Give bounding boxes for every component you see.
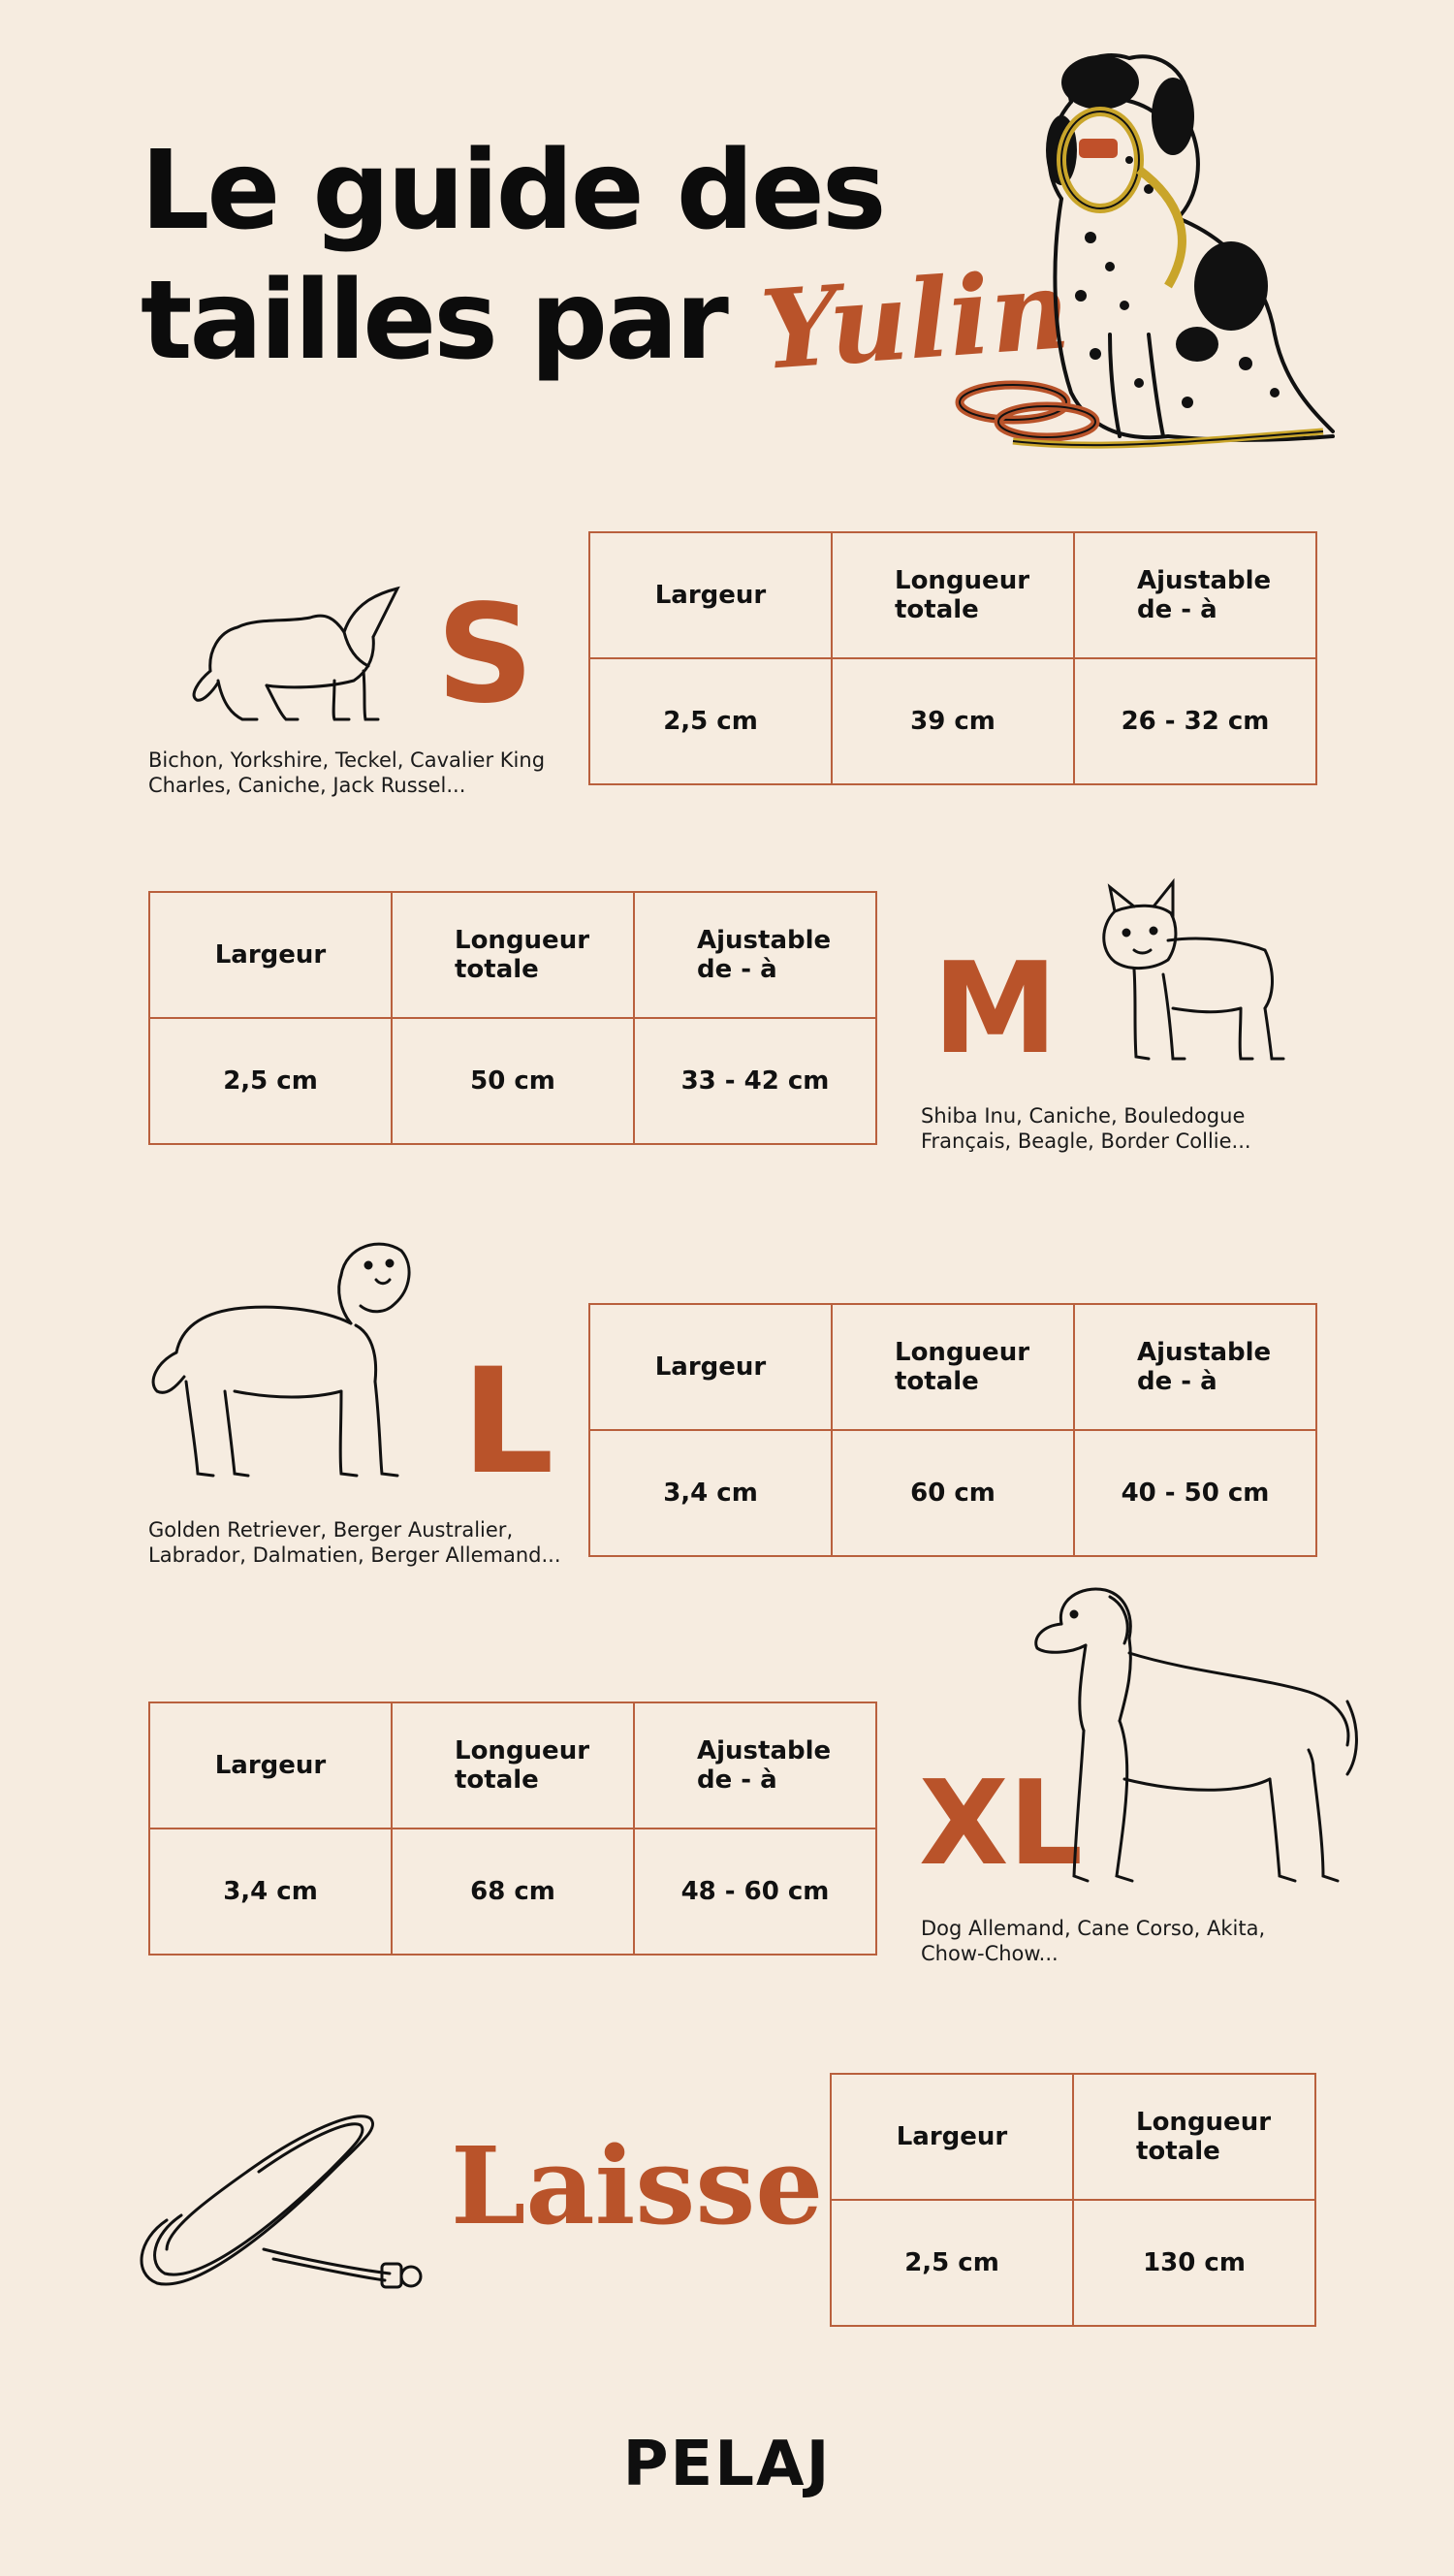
- cell-length: 130 cm: [1073, 2200, 1315, 2326]
- cell-width: 2,5 cm: [149, 1018, 392, 1144]
- table-header-row: [589, 1304, 1316, 1430]
- header-width: Largeur: [831, 2074, 1073, 2200]
- table-header-row: [589, 532, 1316, 658]
- page-title: [141, 126, 1074, 395]
- header-length: Longueur totale: [1073, 2074, 1315, 2200]
- table-row: [149, 1829, 876, 1955]
- cell-width: 3,4 cm: [149, 1829, 392, 1955]
- title-line-1: Le guide des: [141, 128, 884, 254]
- size-m-label: M: [932, 935, 1059, 1082]
- small-dog-illustration: [189, 574, 402, 729]
- leash-label: Laisse: [451, 2123, 824, 2248]
- cell-adjustable: 48 - 60 cm: [634, 1829, 876, 1955]
- header-width: Largeur: [149, 1702, 392, 1829]
- size-s-label: S: [436, 576, 534, 734]
- header-width: Largeur: [149, 892, 392, 1018]
- table-header-row: [149, 892, 876, 1018]
- cell-width: 2,5 cm: [831, 2200, 1073, 2326]
- golden-retriever-illustration: [147, 1236, 428, 1488]
- great-dane-illustration: [1027, 1585, 1362, 1905]
- header-adjustable: Ajustable de - à: [634, 892, 876, 1018]
- cell-width: 3,4 cm: [589, 1430, 832, 1556]
- size-l-label: L: [461, 1338, 554, 1507]
- size-xl-label: XL: [919, 1757, 1083, 1892]
- header-adjustable: Ajustable de - à: [1074, 532, 1316, 658]
- table-row: [589, 658, 1316, 784]
- cell-length: 39 cm: [832, 658, 1074, 784]
- size-xl-breeds: Dog Allemand, Cane Corso, Akita, Chow-Chow...: [921, 1917, 1266, 1965]
- header-width: Largeur: [589, 1304, 832, 1430]
- cell-length: 68 cm: [392, 1829, 634, 1955]
- size-l-breeds: Golden Retriever, Berger Australier, Labrador, Dalmatien, Berger Allemand...: [148, 1518, 561, 1567]
- cell-length: 60 cm: [832, 1430, 1074, 1556]
- size-xl-table: [148, 1701, 877, 1956]
- header-adjustable: Ajustable de - à: [1074, 1304, 1316, 1430]
- cell-adjustable: 33 - 42 cm: [634, 1018, 876, 1144]
- table-row: [831, 2200, 1315, 2326]
- cell-adjustable: 26 - 32 cm: [1074, 658, 1316, 784]
- spaniel-with-collar-illustration: [955, 44, 1352, 470]
- table-row: [589, 1430, 1316, 1556]
- table-row: [149, 1018, 876, 1144]
- title-line-2: tailles par: [141, 258, 726, 384]
- header-length: Longueur totale: [832, 1304, 1074, 1430]
- cell-width: 2,5 cm: [589, 658, 832, 784]
- size-m-breeds: Shiba Inu, Caniche, Bouledogue Français, Beagle, Border Collie...: [921, 1104, 1251, 1153]
- header-length: Longueur totale: [392, 892, 634, 1018]
- brand-logo: PELAJ: [622, 2429, 832, 2500]
- size-l-table: [588, 1303, 1317, 1557]
- header-adjustable: Ajustable de - à: [634, 1702, 876, 1829]
- cell-adjustable: 40 - 50 cm: [1074, 1430, 1316, 1556]
- header-length: Longueur totale: [392, 1702, 634, 1829]
- french-bulldog-illustration: [1095, 882, 1289, 1071]
- size-m-table: [148, 891, 877, 1145]
- header-width: Largeur: [589, 532, 832, 658]
- header-length: Longueur totale: [832, 532, 1074, 658]
- cell-length: 50 cm: [392, 1018, 634, 1144]
- table-header-row: [831, 2074, 1315, 2200]
- table-header-row: [149, 1702, 876, 1829]
- size-s-breeds: Bichon, Yorkshire, Teckel, Cavalier King Charles, Caniche, Jack Russel...: [148, 748, 546, 797]
- title-accent: Yulin: [756, 246, 1074, 395]
- leash-illustration: [128, 2114, 428, 2307]
- size-s-table: [588, 531, 1317, 785]
- leash-table: [830, 2073, 1316, 2327]
